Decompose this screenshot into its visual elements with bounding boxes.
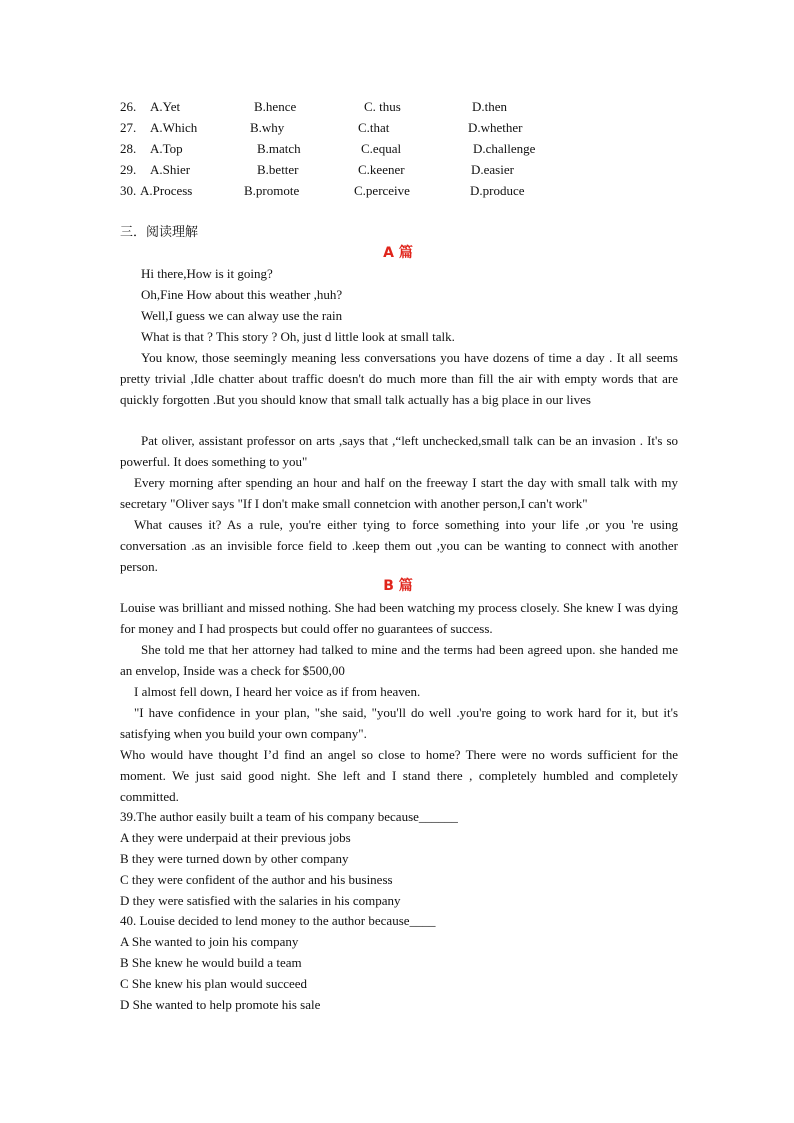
dialogue-line: What is that ? This story ? Oh, just d little look at small talk. xyxy=(141,329,455,344)
question-number: 26. xyxy=(120,99,137,114)
cloze-option-row xyxy=(120,96,680,117)
passage-b-paragraph: Who would have thought I’d find an angel so close to home? There were no words sufficient for the moment. We just said good night. She left and I stand there , completely humbled and completely committed. xyxy=(120,747,678,804)
question-number: 27. xyxy=(120,120,137,135)
answer-option: C She knew his plan would succeed xyxy=(120,976,308,991)
question-number: 29. xyxy=(120,162,137,177)
passage-a-paragraph: Every morning after spending an hour and half on the freeway I start the day with small talk with my secretary "Oliver says "If I don't make small connetcion with another person,I can't work" xyxy=(120,475,678,511)
option-d: D.whether xyxy=(468,120,523,135)
answer-option: A they were underpaid at their previous jobs xyxy=(120,830,351,845)
option-b: B.promote xyxy=(244,183,300,198)
answer-option: B they were turned down by other company xyxy=(120,851,349,866)
passage-b-paragraph: I almost fell down, I heard her voice as if from heaven. xyxy=(134,684,421,699)
option-d: D.produce xyxy=(470,183,525,198)
question-stem: 39.The author easily built a team of his company because______ xyxy=(120,809,458,824)
option-b: B.why xyxy=(250,120,285,135)
answer-option: C they were confident of the author and his business xyxy=(120,872,393,887)
passage-a-title: A 篇 xyxy=(383,245,413,261)
option-b: B.hence xyxy=(254,99,297,114)
cloze-option-row xyxy=(120,180,680,201)
passage-b-paragraph: Louise was brilliant and missed nothing. She had been watching my process closely. She knew I was dying for money and I had prospects but could offer no guarantees of success. xyxy=(120,600,678,636)
question-number: 30. xyxy=(120,183,137,198)
section-title: 三．阅读理解 xyxy=(120,225,199,240)
option-a: A.Shier xyxy=(150,162,191,177)
option-c: C.equal xyxy=(361,141,402,156)
cloze-option-row xyxy=(120,159,680,180)
cloze-option-row xyxy=(120,138,680,159)
option-a: A.Yet xyxy=(150,99,181,114)
dialogue-line: Oh,Fine How about this weather ,huh? xyxy=(141,287,343,302)
dialogue-line: Hi there,How is it going? xyxy=(141,266,273,281)
option-d: D.then xyxy=(472,99,508,114)
option-b: B.match xyxy=(257,141,301,156)
passage-a-paragraph: You know, those seemingly meaning less conversations you have dozens of time a day . It all seems pretty trivial ,Idle chatter about traffic doesn't do much more than fill the air with empty words that are quickly forgotten .But you should know that small talk actually has a big place in our lives xyxy=(120,350,678,407)
option-b: B.better xyxy=(257,162,299,177)
option-a: A.Top xyxy=(150,141,183,156)
passage-b-paragraph: She told me that her attorney had talked to mine and the terms had been agreed upon. she handed me an envelop, Inside was a check for $500,00 xyxy=(120,642,678,678)
dialogue-line: Well,I guess we can alway use the rain xyxy=(141,308,343,323)
passage-b-paragraph: "I have confidence in your plan, "she said, "you'll do well .you're going to work hard for it, but it's satisfying when you build your own company". xyxy=(120,705,678,741)
passage-a-paragraph: What causes it? As a rule, you're either tying to force something into your life ,or you 're using conversation .as an invisible force field to .keep them out ,you can be wanting to connect with another person. xyxy=(120,517,678,574)
option-d: D.challenge xyxy=(473,141,536,156)
option-c: C.keener xyxy=(358,162,405,177)
passage-b-title: B 篇 xyxy=(383,578,413,594)
question-number: 28. xyxy=(120,141,137,156)
option-a: A.Process xyxy=(140,183,193,198)
cloze-option-row xyxy=(120,117,680,138)
answer-option: B She knew he would build a team xyxy=(120,955,302,970)
option-d: D.easier xyxy=(471,162,514,177)
option-a: A.Which xyxy=(150,120,198,135)
question-stem: 40. Louise decided to lend money to the author because____ xyxy=(120,913,436,928)
passage-a-paragraph: Pat oliver, assistant professor on arts ,says that ,“left unchecked,small talk can be an invasion . It's so powerful. It does something to you" xyxy=(120,433,678,469)
option-c: C. thus xyxy=(364,99,401,114)
option-c: C.that xyxy=(358,120,390,135)
answer-option: D She wanted to help promote his sale xyxy=(120,997,321,1012)
answer-option: D they were satisfied with the salaries in his company xyxy=(120,893,401,908)
option-c: C.perceive xyxy=(354,183,410,198)
answer-option: A She wanted to join his company xyxy=(120,934,299,949)
